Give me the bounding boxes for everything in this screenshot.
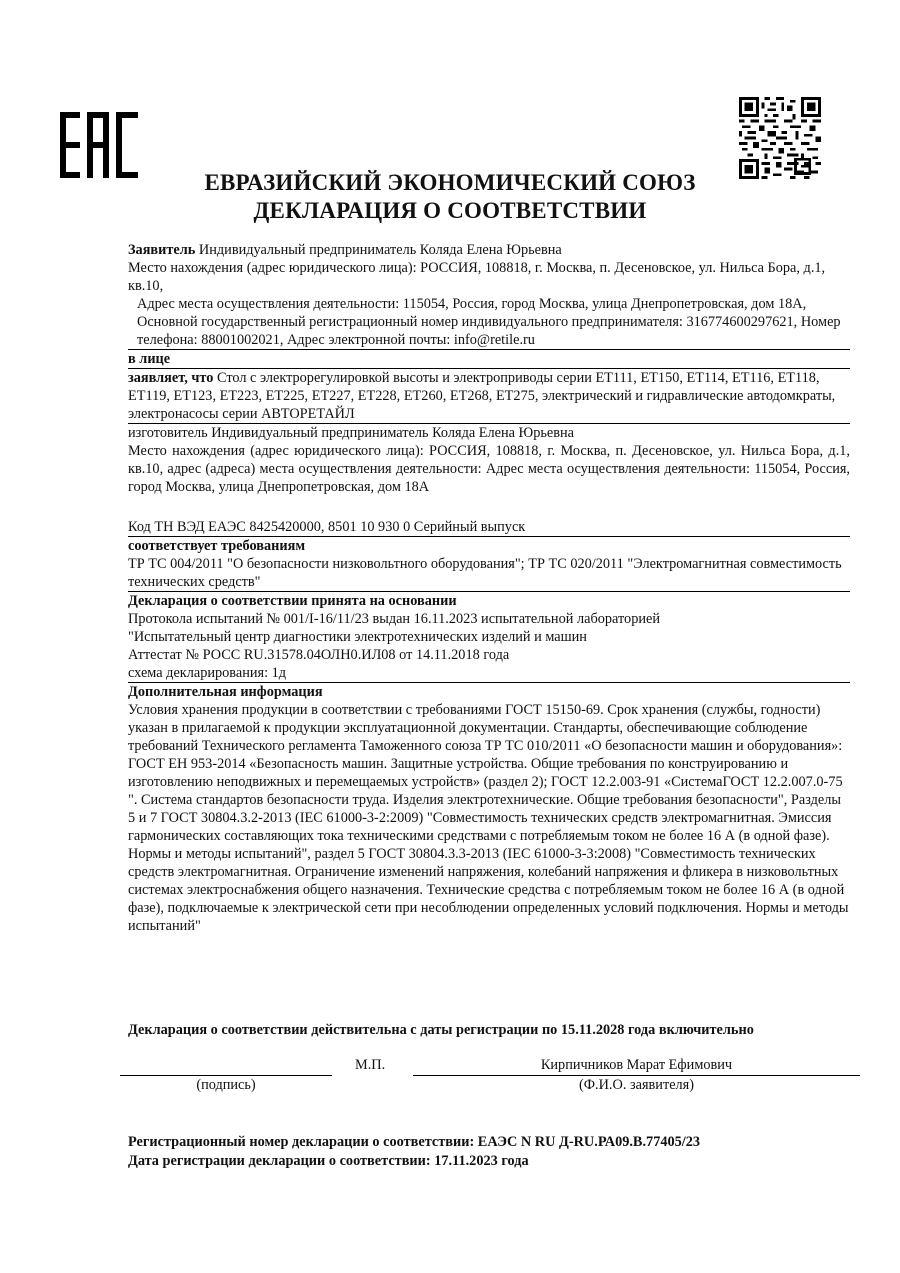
declares-row	[128, 369, 850, 424]
signature-line	[120, 1075, 332, 1076]
validity-statement: Декларация о соответствии действительна с даты регистрации по 15.11.2028 года включительно	[128, 1022, 754, 1038]
eac-logo	[60, 112, 140, 178]
test-lab: "Испытательный центр диагностики электротехнических изделий и машин	[128, 629, 587, 645]
declaration-scheme: схема декларирования: 1д	[128, 664, 850, 683]
document-title: ДЕКЛАРАЦИЯ О СООТВЕТСТВИИ	[253, 198, 647, 223]
manufacturer-address: Место нахождения (адрес юридического лица): РОССИЯ, 108818, г. Москва, п. Десеновское, ул. Нильса Бора, д.1, кв.10, адрес (адреса) места осуществления деятельности: Адрес места осуществления деятельности: 115054, Россия, город Москва, улица Днепропетровская, дом 18А	[128, 443, 850, 495]
test-protocol: Протокола испытаний № 001/I-16/11/23 выдан 16.11.2023 испытательной лабораторией	[128, 611, 660, 627]
applicant-legal-address: Место нахождения (адрес юридического лица): РОССИЯ, 108818, г. Москва, п. Десеновское, ул. Нильса Бора, д.1, кв.10,	[128, 260, 826, 294]
declaration-body	[128, 241, 850, 935]
applicant-name: Индивидуальный предприниматель Коляда Елена Юрьевна	[195, 242, 562, 258]
registration-block	[128, 1133, 700, 1171]
requirements-text: ТР ТС 004/2011 "О безопасности низковольтного оборудования"; ТР ТС 020/2011 "Электромагнитная совместимость технических средств"	[128, 555, 850, 592]
name-caption: (Ф.И.О. заявителя)	[578, 1077, 695, 1093]
product-description: Стол с электрорегулировкой высоты и электроприводы серии ЕТ111, ЕТ150, ЕТ114, ЕТ116, ЕТ118, ЕТ119, ЕТ123, ЕТ223, ЕТ225, ЕТ227, ЕТ228, ЕТ260, ЕТ268, ЕТ275, электрический и гидравлические автодомкраты, электронасосы серии АВТОРЕТАЙЛ	[128, 370, 836, 422]
tn-ved-code: Код ТН ВЭД ЕАЭС 8425420000, 8501 10 930 0 Серийный выпуск	[128, 518, 850, 537]
represented-by-label: в лице	[128, 350, 850, 369]
additional-info-label: Дополнительная информация	[128, 684, 323, 700]
requirements-label: соответствует требованиям	[128, 538, 306, 554]
applicant-row	[128, 241, 850, 259]
registration-number: Регистрационный номер декларации о соответствии: ЕАЭС N RU Д-RU.РА09.В.77405/23	[128, 1134, 701, 1150]
qr-code	[737, 97, 823, 179]
signature-caption: (подпись)	[196, 1077, 256, 1093]
applicant-activity-address: Адрес места осуществления деятельности: 115054, Россия, город Москва, улица Днепропетровская, дом 18А, Основной государственный регистрационный номер индивидуального предпринимателя: 316774600297621, Номер телефона: 88001002021, Адрес электронной почты: info@retile.ru	[128, 295, 850, 350]
stamp-place-label: М.П.	[355, 1057, 386, 1073]
lab-attestat: Аттестат № РОСС RU.31578.04ОЛН0.ИЛ08 от 14.11.2018 года	[128, 647, 510, 663]
declares-label: заявляет, что	[128, 370, 214, 386]
union-title: ЕВРАЗИЙСКИЙ ЭКОНОМИЧЕСКИЙ СОЮЗ	[204, 170, 696, 195]
basis-label: Декларация о соответствии принята на основании	[128, 593, 457, 609]
manufacturer-name: изготовитель Индивидуальный предприниматель Коляда Елена Юрьевна	[128, 425, 575, 441]
applicant-full-name: Кирпичников Марат Ефимович	[540, 1057, 733, 1073]
registration-date: Дата регистрации декларации о соответствии: 17.11.2023 года	[128, 1153, 529, 1169]
applicant-label: Заявитель	[128, 242, 196, 258]
name-line	[413, 1075, 860, 1076]
additional-info-text: Условия хранения продукции в соответствии с требованиями ГОСТ 15150-69. Срок хранения (службы, годности) указан в прилагаемой к продукции эксплуатационной документации. Стандарты, обеспечивающие соблюдение требований Технического регламента Таможенного союза ТР ТС 010/2011 «О безопасности машин и оборудования»: ГОСТ ЕН 953-2014 «Безопасность машин. Защитные устройства. Общие требования по конструированию и изготовлению неподвижных и перемещаемых устройств» (раздел 2); ГОСТ 12.2.003-91 «СистемаГОСТ 12.2.007.0-75 ". Система стандартов безопасности труда. Изделия электротехнические. Общие требования безопасности", Разделы 5 и 7 ГОСТ 30804.3.2-2013 (IEC 61000-3-2:2009) "Совместимость технических средств электромагнитная. Эмиссия гармонических составляющих тока техническими средствами с потребляемым током не более 16 А (в одной фазе). Нормы и методы испытаний", раздел 5 ГОСТ 30804.3.3-2013 (IEC 61000-3-3:2008) "Совместимость технических средств электромагнитная. Ограничение изменений напряжения, колебаний напряжения и фликера в низковольтных системах электроснабжения общего назначения. Технические средства с потребляемым током не более 16 А (в одной фазе), подключаемые к электрической сети при несоблюдении определенных условий подключения. Нормы и методы испытаний"	[128, 702, 849, 934]
